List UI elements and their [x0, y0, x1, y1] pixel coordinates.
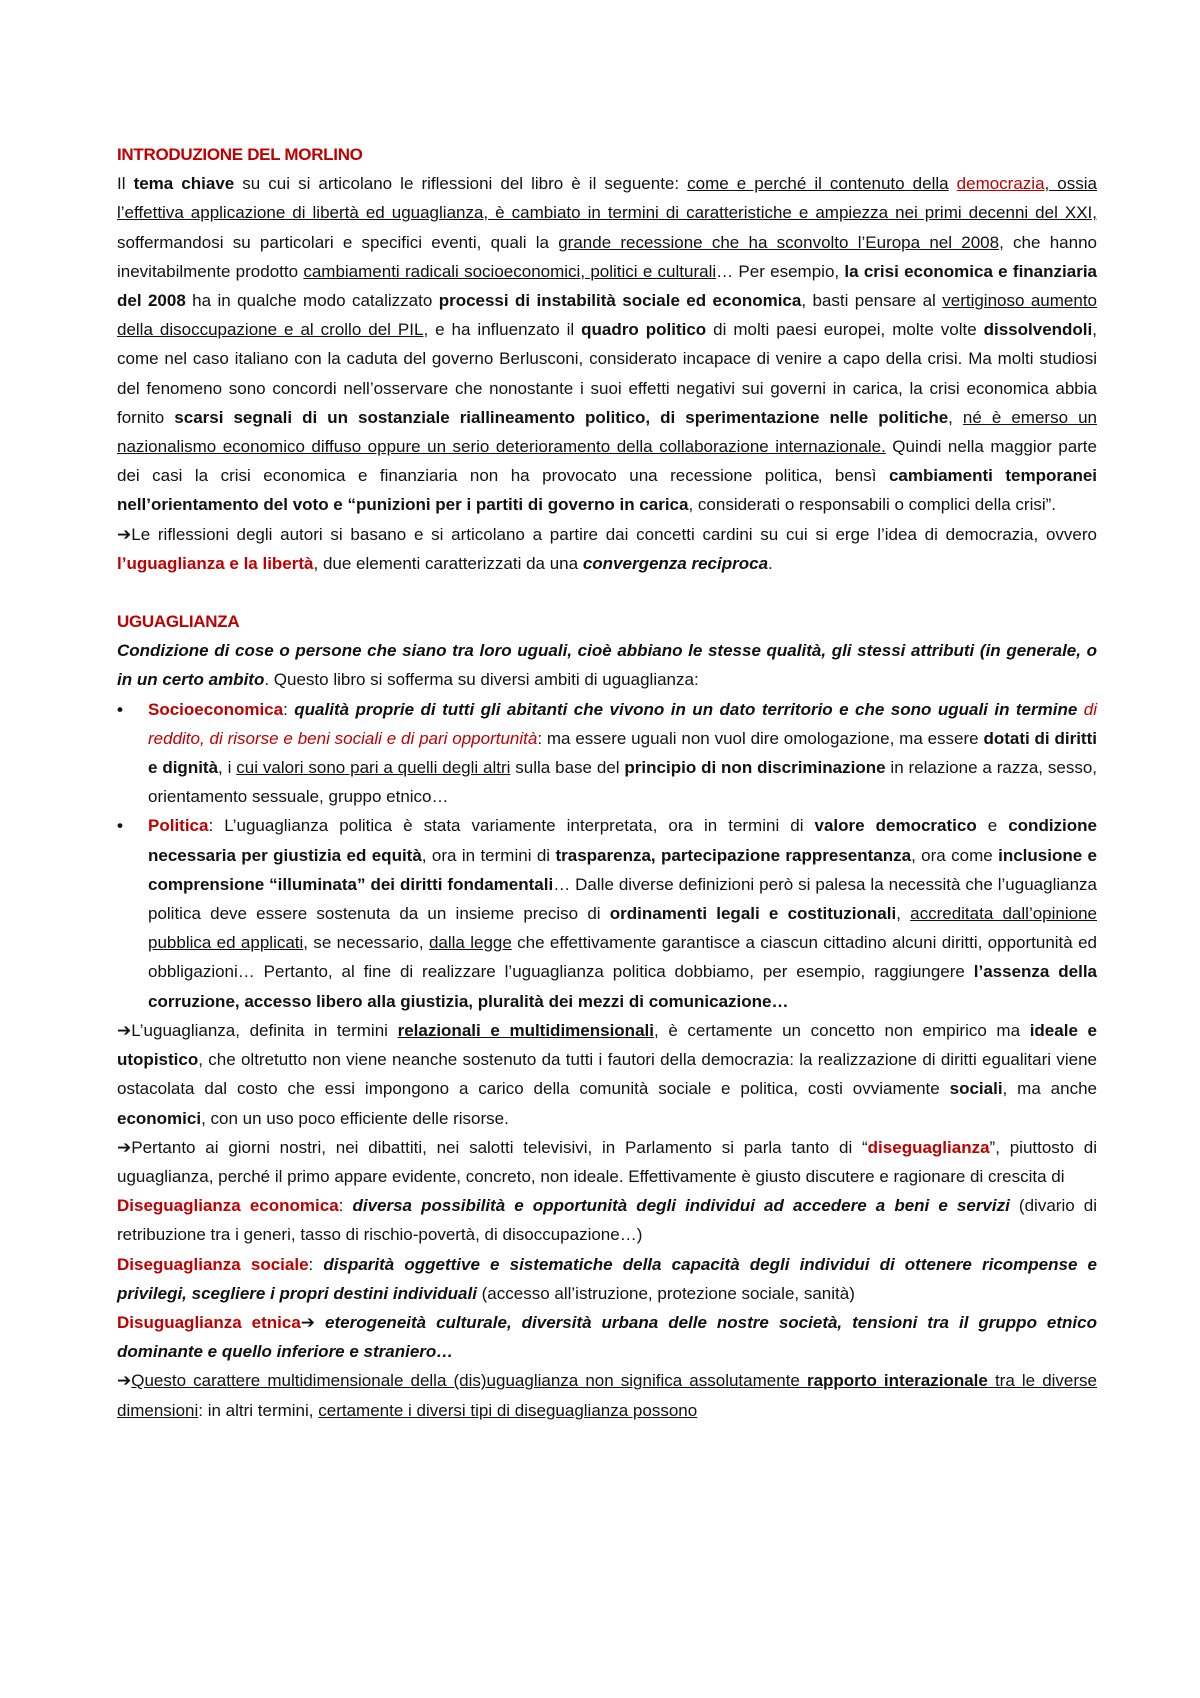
text-run: come e perché il contenuto della: [687, 174, 949, 194]
text-run: , ora come: [911, 845, 999, 865]
bullet-icon: •: [117, 699, 123, 719]
section-gap: [117, 578, 1097, 607]
text-run: , che hanno inevitabilmente prodotto: [117, 232, 1097, 281]
text-run: , due elementi caratterizzati da una: [313, 553, 583, 573]
text-run: sociali: [949, 1079, 1003, 1099]
text-run: cui valori sono pari a quelli degli altri: [236, 758, 511, 778]
text-run: in relazione a razza, sesso, orientamento sessuale, gruppo etnico…: [148, 758, 1098, 807]
text-run: , che oltretutto non viene neanche sostenuto da tutti i fautori della democrazia: la realizzazione di diritti egualitari viene ostacolata dal costo che essi impongono a carico della comunità sociale e politica, costi ovviamente: [117, 1050, 1097, 1099]
text-run: ordinamenti legali e costituzionali: [609, 904, 897, 924]
text-run: Diseguaglianza sociale: [117, 1254, 309, 1274]
text-run: convergenza reciproca: [582, 553, 769, 573]
text-run: principio di non discriminazione: [624, 758, 886, 778]
text-run: : in altri termini,: [198, 1400, 319, 1420]
text-run: , considerati o responsabili o complici della crisi”.: [688, 495, 1057, 515]
text-run: cambiamenti radicali socioeconomici, politici e culturali: [303, 261, 717, 281]
text-run: di reddito, di risorse e beni sociali e di pari opportunità: [148, 699, 1097, 748]
text-run: , ossia l’effettiva applicazione di libertà ed uguaglianza, è cambiato in termini di caratteristiche e ampiezza nei primi decenni del XXI,: [117, 174, 1097, 223]
text-run: vertiginoso aumento della disoccupazione e al crollo del PIL: [117, 291, 1097, 340]
text-run: … Dalle diverse definizioni però si palesa la necessità che l’uguaglianza politica deve essere sostenuta da un insieme preciso di: [148, 874, 1097, 924]
text-run: tra le diverse dimensioni: [117, 1371, 1098, 1420]
text-run: disparità oggettive e sistematiche della capacità degli individui di ottenere ricompense e privilegi, scegliere i propri destini individuali: [117, 1254, 1097, 1303]
section-heading-uguaglianza: UGUAGLIANZA: [117, 612, 240, 632]
text-run: su cui si articolano le riflessioni del libro è il seguente:: [234, 174, 688, 194]
text-run: che effettivamente garantisce a ciascun cittadino alcuni diritti, opportunità ed obbligazioni… Pertanto, al fine di realizzare l’uguaglianza politica dobbiamo, per esempio, raggiungere: [148, 933, 1097, 982]
text-run: ➔: [117, 524, 132, 544]
text-run: condizione necessaria per giustizia ed equità: [148, 816, 1097, 865]
list-item-text: [148, 816, 1097, 1010]
text-run: rapporto interazionale: [806, 1371, 988, 1391]
document-page: [117, 140, 1097, 1425]
text-run: ”, piuttosto di uguaglianza, perché il primo appare evidente, concreto, non ideale. Effettivamente è giusto discutere e ragionare di crescita di: [117, 1137, 1097, 1186]
text-run: Politica: [148, 816, 209, 836]
text-run: Disuguaglianza etnica: [117, 1312, 301, 1332]
text-run: grande recessione che ha sconvolto l’Europa nel 2008: [558, 232, 1000, 252]
text-run: , e ha influenzato il: [423, 320, 582, 340]
text-run: qualità proprie di tutti gli abitanti che vivono in un dato territorio e che sono uguali in termine: [294, 699, 1084, 719]
text-run: (accesso all’istruzione, protezione sociale, sanità): [476, 1283, 855, 1303]
text-run: economici: [117, 1108, 202, 1128]
text-run: ideale e utopistico: [117, 1020, 1097, 1070]
text-run: ➔: [117, 1137, 132, 1157]
bullet-icon: •: [117, 816, 123, 836]
text-run: : L’uguaglianza politica è stata variamente interpretata, ora in termini di: [208, 816, 815, 836]
multidimensional-paragraph: [117, 1366, 1097, 1424]
text-run: ➔: [117, 1371, 132, 1391]
relational-paragraph: [117, 1016, 1097, 1133]
diseguaglianza-economica: [117, 1191, 1097, 1249]
text-run: :: [283, 699, 295, 719]
text-run: l’uguaglianza e la libertà: [117, 553, 314, 573]
text-run: la crisi economica e finanziaria del 2008: [117, 261, 1097, 311]
text-run: e: [976, 816, 1009, 836]
list-item-politica: [117, 811, 1097, 1015]
text-run: Questo carattere multidimensionale della (dis)uguaglianza non significa assolutamente: [131, 1371, 807, 1391]
text-run: tema chiave: [133, 174, 235, 194]
text-run: Condizione di cose o persone che siano tra loro uguali, cioè abbiano le stesse qualità, gli stessi attributi (in generale, o in un certo ambito: [117, 641, 1097, 690]
text-run: diseguaglianza: [867, 1137, 990, 1157]
text-run: Le riflessioni degli autori si basano e si articolano a partire dai concetti cardini su cui si erge l’idea di democrazia, ovvero: [131, 524, 1097, 544]
text-run: di molti paesi europei, molte volte: [706, 320, 984, 340]
text-run: : ma essere uguali non vuol dire omologazione, ma essere: [537, 728, 984, 748]
text-run: Quindi nella maggior parte dei casi la crisi economica e finanziaria non ha provocato una recessione politica, bensì: [117, 437, 1097, 486]
text-run: Diseguaglianza economica: [117, 1196, 339, 1216]
intro-paragraph: [117, 169, 1097, 519]
text-run: l’assenza della corruzione, accesso libero alla giustizia, pluralità dei mezzi di comunicazione…: [148, 962, 1097, 1011]
text-run: trasparenza, partecipazione rappresentanza: [555, 845, 912, 865]
text-run: eterogeneità culturale, diversità urbana delle nostre società, tensioni tra il gruppo etnico dominante e quello inferiore e straniero…: [117, 1312, 1097, 1362]
text-run: ,: [896, 904, 911, 924]
text-run: . Questo libro si sofferma su diversi ambiti di uguaglianza:: [264, 670, 699, 690]
text-run: né è emerso un nazionalismo economico diffuso oppure un serio deterioramento della collaborazione internazionale.: [117, 407, 1097, 457]
text-run: inclusione e comprensione “illuminata” dei diritti fondamentali: [148, 845, 1097, 894]
text-run: cambiamenti temporanei nell’orientamento del voto e “punizioni per i partiti di governo in carica: [117, 466, 1098, 515]
text-run: sulla base del: [510, 758, 625, 778]
disuguaglianza-etnica: [117, 1308, 1097, 1366]
text-run: [949, 174, 957, 193]
text-run: dalla legge: [428, 933, 512, 953]
uguaglianza-ambiti-list: [117, 695, 1097, 1016]
text-run: ➔: [117, 1020, 132, 1040]
text-run: L’uguaglianza, definita in termini: [131, 1020, 398, 1040]
list-item-socioeconomica: [117, 695, 1097, 812]
section-heading-introduzione: INTRODUZIONE DEL MORLINO: [117, 145, 363, 164]
text-run: quadro politico: [581, 320, 707, 340]
text-run: processi di instabilità sociale ed economica: [438, 291, 802, 311]
text-run: soffermandosi su particolari e specifici eventi, quali la: [117, 232, 559, 252]
diseguaglianza-paragraph: [117, 1133, 1097, 1191]
text-run: , basti pensare al: [801, 291, 943, 311]
text-run: scarsi segnali di un sostanziale riallineamento politico, di sperimentazione nelle politiche: [174, 407, 949, 427]
text-run: (divario di retribuzione tra i generi, tasso di rischio-povertà, di disoccupazione…): [117, 1196, 1097, 1245]
text-run: accreditata dall’opinione pubblica ed applicati: [148, 904, 1098, 953]
text-run: , se necessario,: [303, 933, 429, 953]
text-run: , i: [218, 758, 237, 778]
text-run: , con un uso poco efficiente delle risorse.: [201, 1108, 509, 1128]
intro-arrow-paragraph: [117, 520, 1097, 578]
text-run: Pertanto ai giorni nostri, nei dibattiti, nei salotti televisivi, in Parlamento si parla tanto di “: [131, 1137, 868, 1157]
text-run: :: [308, 1254, 324, 1274]
text-run: ,: [948, 407, 963, 427]
text-run: ➔: [300, 1312, 316, 1332]
text-run: dotati di diritti e dignità: [148, 728, 1097, 778]
text-run: ha in qualche modo catalizzato: [185, 291, 439, 311]
text-run: Il: [117, 174, 134, 194]
text-run: , ma anche: [1002, 1079, 1097, 1099]
list-item-text: [148, 700, 1097, 807]
text-run: :: [338, 1196, 353, 1216]
text-run: .: [768, 553, 773, 573]
text-run: … Per esempio,: [716, 261, 845, 281]
diseguaglianza-sociale: [117, 1250, 1097, 1308]
text-run: , ora in termini di: [421, 845, 556, 865]
text-run: relazionali e multidimensionali: [397, 1020, 654, 1040]
text-run: , è certamente un concetto non empirico ma: [653, 1020, 1030, 1040]
text-run: Socioeconomica: [148, 699, 284, 719]
text-run: democrazia: [956, 174, 1045, 194]
text-run: , come nel caso italiano con la caduta del governo Berlusconi, considerato incapace di venire a capo della crisi. Ma molti studiosi del fenomeno sono concordi nell’osservare che nonostante i suoi effetti negativi sui governi in carica, la crisi economica abbia fornito: [117, 320, 1097, 427]
text-run: certamente i diversi tipi di diseguaglianza possono: [318, 1400, 698, 1420]
text-run: dissolvendoli: [983, 320, 1093, 340]
text-run: diversa possibilità e opportunità degli individui ad accedere a beni e servizi: [352, 1196, 1010, 1216]
uguaglianza-definition: [117, 636, 1097, 694]
text-run: valore democratico: [814, 816, 977, 836]
